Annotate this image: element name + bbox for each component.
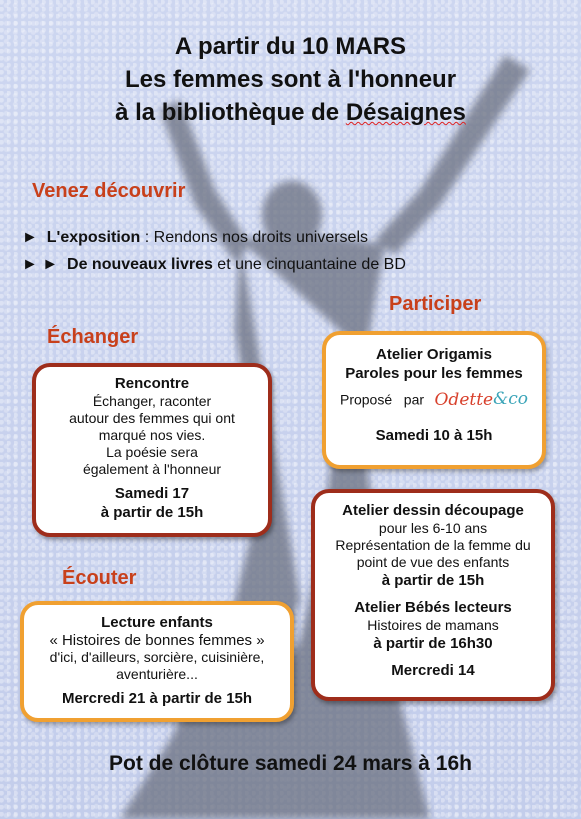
bullet-exposition-bold: L'exposition (46, 229, 141, 246)
heading-ecouter: Écouter (62, 567, 137, 589)
closing-event: Pot de clôture samedi 24 mars à 16h (109, 752, 472, 775)
origami-workshop-box (322, 331, 546, 469)
bullet-marker: ► ► (22, 256, 59, 273)
origami-title: Atelier Origamis (376, 346, 492, 363)
poster-title (0, 30, 581, 129)
rencontre-box (32, 363, 272, 537)
rencontre-time: à partir de 15h (100, 504, 204, 521)
rencontre-line-4: La poésie sera (106, 444, 198, 460)
heading-echanger: Échanger (47, 326, 139, 348)
rencontre-date: Samedi 17 (114, 485, 190, 502)
lecture-line-2: d'ici, d'ailleurs, sorcière, cuisinière, (49, 649, 265, 665)
bullet-exposition-text: : Rendons nos droits universels (140, 229, 368, 246)
dessin-line-2: Représentation de la femme du (335, 537, 531, 553)
lecture-date: Mercredi 21 à partir de 15h (61, 690, 253, 707)
place-name: Désaignes (345, 99, 466, 126)
co-logo-text: &co (493, 389, 528, 409)
dessin-line-1: pour les 6-10 ans (378, 520, 488, 536)
origami-proposer (326, 389, 542, 419)
bebes-title: Atelier Bébés lecteurs (354, 599, 512, 616)
odette-logo-text: Odette (434, 389, 494, 410)
bebes-line: Histoires de mamans (367, 617, 499, 633)
lecture-title: Lecture enfants (101, 614, 213, 631)
dessin-workshop-box (311, 489, 555, 701)
bullet-marker: ► (22, 229, 38, 246)
bullet-livres-text: et une cinquantaine de BD (212, 256, 406, 273)
lecture-line-1: « Histoires de bonnes femmes » (49, 632, 265, 649)
heading-decouvrir: Venez découvrir (32, 180, 186, 202)
rencontre-title: Rencontre (114, 375, 190, 392)
title-line-1: A partir du 10 MARS (174, 33, 407, 60)
bullet-livres (22, 256, 406, 274)
propose-par-label: Proposé par (339, 391, 425, 408)
rencontre-line-1: Échanger, raconter (92, 393, 212, 409)
rencontre-line-2: autour des femmes qui ont (69, 410, 235, 426)
heading-participer: Participer (389, 293, 482, 315)
bullet-exposition (22, 229, 368, 247)
title-line-3-prefix: à la bibliothèque de (115, 99, 346, 126)
origami-date: Samedi 10 à 15h (375, 427, 493, 444)
title-line-3 (0, 96, 581, 129)
dessin-date: Mercredi 14 (391, 662, 475, 679)
origami-subtitle: Paroles pour les femmes (345, 365, 523, 382)
odette-co-logo (435, 391, 529, 408)
lecture-box (20, 601, 294, 722)
dessin-title: Atelier dessin découpage (342, 502, 524, 519)
lecture-line-3: aventurière... (116, 666, 198, 682)
dessin-time: à partir de 15h (381, 572, 485, 589)
bullet-livres-bold: De nouveaux livres (67, 256, 213, 273)
dessin-line-3: point de vue des enfants (356, 554, 510, 570)
title-line-2: Les femmes sont à l'honneur (124, 66, 457, 93)
rencontre-line-3: marqué nos vies. (98, 427, 206, 443)
rencontre-line-5: également à l'honneur (82, 461, 222, 477)
bebes-time: à partir de 16h30 (373, 635, 493, 652)
